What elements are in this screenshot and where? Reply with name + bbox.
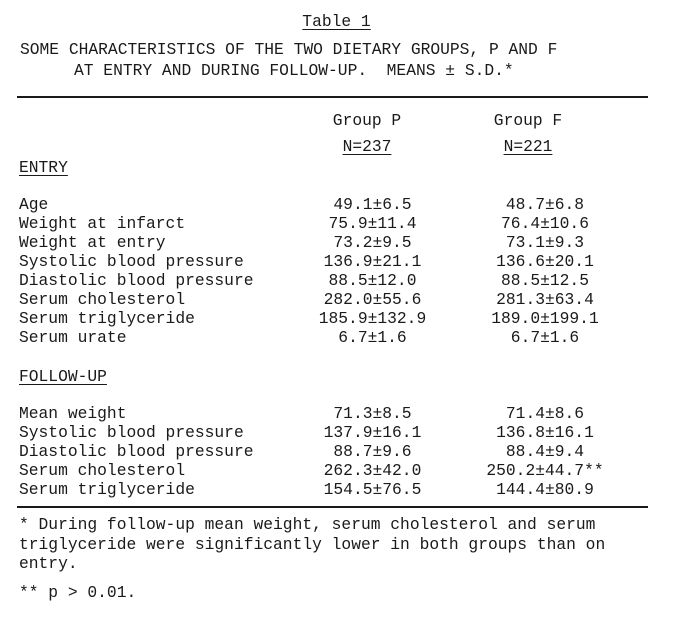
table-row-label: Weight at infarct — [19, 214, 186, 233]
bottom-rule — [17, 506, 648, 508]
table-row-label: Diastolic blood pressure — [19, 271, 254, 290]
table-cell-f: 250.2±44.7** — [486, 461, 604, 480]
column-n-group-p: N=237 — [342, 137, 392, 156]
table-row-label: Diastolic blood pressure — [19, 442, 254, 461]
table-cell-p: 282.0±55.6 — [323, 290, 422, 309]
table-row-label: Serum triglyceride — [19, 480, 195, 499]
table-row-label: Weight at entry — [19, 233, 166, 252]
table-row-label: Systolic blood pressure — [19, 423, 244, 442]
table-row-label: Serum cholesterol — [19, 461, 186, 480]
table-row-label: Serum cholesterol — [19, 290, 186, 309]
table-row-label: Age — [19, 195, 49, 214]
column-header-group-p: Group P — [332, 111, 402, 130]
table-cell-f: 48.7±6.8 — [505, 195, 585, 214]
table-heading-line1: SOME CHARACTERISTICS OF THE TWO DIETARY GROUPS, P AND F — [20, 40, 558, 59]
table-cell-p: 6.7±1.6 — [338, 328, 407, 347]
table-row-label: Serum urate — [19, 328, 127, 347]
table-cell-p: 136.9±21.1 — [323, 252, 422, 271]
table-cell-p: 75.9±11.4 — [328, 214, 417, 233]
section-label-follow-up: FOLLOW-UP — [19, 367, 107, 386]
section-label-entry: ENTRY — [19, 158, 68, 177]
table-cell-f: 73.1±9.3 — [505, 233, 585, 252]
table-cell-p: 49.1±6.5 — [333, 195, 412, 214]
table-cell-p: 154.5±76.5 — [323, 480, 422, 499]
table-cell-p: 71.3±8.5 — [333, 404, 412, 423]
table-cell-p: 88.7±9.6 — [333, 442, 412, 461]
footnote-significance: * During follow-up mean weight, serum cholesterol and serum triglyceride were significantly lower in both groups than on entry. — [19, 515, 606, 573]
table-cell-p: 185.9±132.9 — [318, 309, 427, 328]
table-row-label: Serum triglyceride — [19, 309, 195, 328]
top-rule — [17, 96, 648, 98]
column-n-group-f: N=221 — [503, 137, 553, 156]
table-cell-p: 262.3±42.0 — [323, 461, 422, 480]
table-cell-f: 88.5±12.5 — [501, 271, 589, 290]
table-title: Table 1 — [302, 12, 371, 31]
table-cell-f: 136.8±16.1 — [496, 423, 594, 442]
table-row-label: Mean weight — [19, 404, 127, 423]
table-cell-p: 73.2±9.5 — [333, 233, 412, 252]
table-cell-p: 88.5±12.0 — [328, 271, 417, 290]
table-cell-f: 189.0±199.1 — [491, 309, 599, 328]
table-cell-f: 144.4±80.9 — [496, 480, 594, 499]
table-row-label: Systolic blood pressure — [19, 252, 244, 271]
table-cell-f: 6.7±1.6 — [510, 328, 580, 347]
table-cell-f: 71.4±8.6 — [505, 404, 585, 423]
table-cell-f: 88.4±9.4 — [505, 442, 585, 461]
table-heading-line2: AT ENTRY AND DURING FOLLOW-UP. MEANS ± S.D.* — [74, 61, 514, 80]
column-header-group-f: Group F — [493, 111, 563, 130]
footnote-p-value: ** p > 0.01. — [19, 583, 137, 602]
table-cell-f: 281.3±63.4 — [496, 290, 594, 309]
table-cell-f: 136.6±20.1 — [496, 252, 594, 271]
table-cell-f: 76.4±10.6 — [501, 214, 589, 233]
table-cell-p: 137.9±16.1 — [323, 423, 422, 442]
